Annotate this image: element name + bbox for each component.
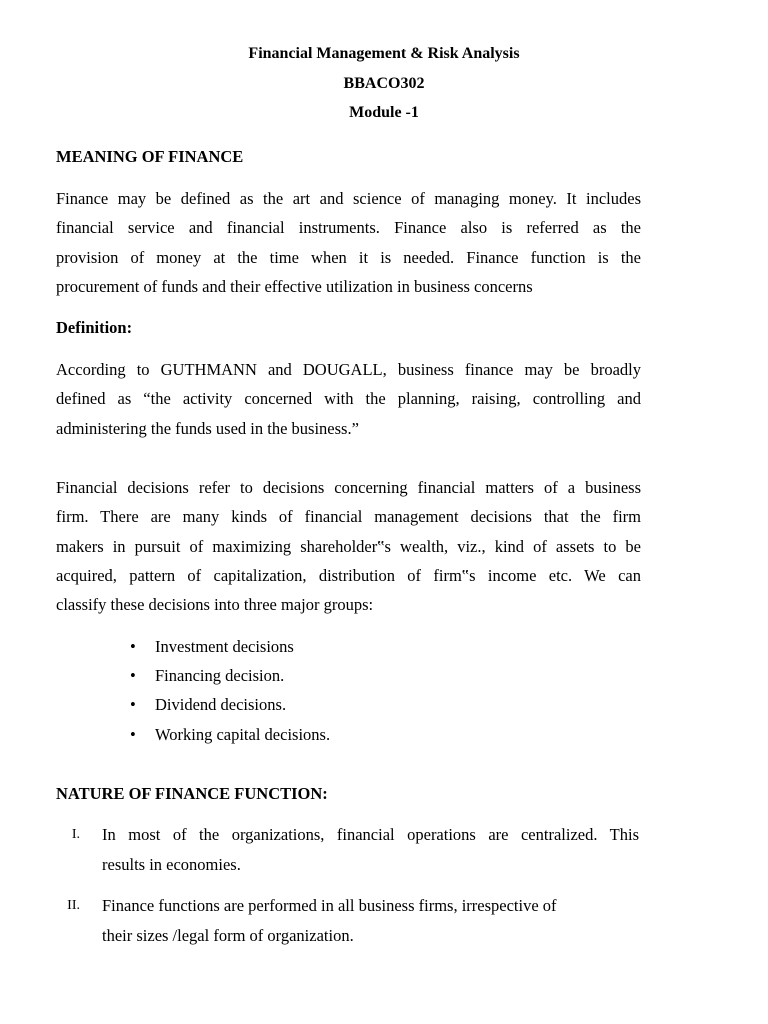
list-item-label: Dividend decisions. — [155, 695, 287, 715]
bullet-icon: • — [130, 724, 136, 744]
definition-line: administering the funds used in the business.” — [56, 418, 359, 438]
list-item — [130, 636, 330, 665]
nature-item-text — [102, 891, 639, 950]
nature-item-text — [102, 820, 639, 879]
list-item-label: Financing decision. — [155, 666, 285, 686]
meaning-line: Finance may be defined as the art and science of managing money. It includes — [56, 189, 641, 208]
nature-line: In most of the organizations, financial operations are centralized. This — [102, 825, 639, 844]
nature-line: Finance functions are performed in all business firms, irrespective of — [102, 896, 557, 915]
decisions-line: classify these decisions into three major groups: — [56, 595, 374, 615]
module-label: Module -1 — [349, 104, 419, 121]
nature-heading: NATURE OF FINANCE FUNCTION: — [56, 784, 328, 803]
decisions-line: acquired, pattern of capitalization, distribution of firm‟s income etc. We can — [56, 565, 641, 585]
nature-line: results in economies. — [102, 854, 241, 874]
roman-numeral: I. — [71, 827, 80, 842]
roman-numeral: II. — [67, 898, 80, 913]
course-code: BBACO302 — [343, 75, 425, 92]
definition-line: According to GUTHMANN and DOUGALL, business finance may be broadly — [56, 360, 641, 379]
list-item — [130, 724, 330, 753]
list-item — [130, 665, 330, 694]
meaning-line: financial service and financial instruments. Finance also is referred as the — [56, 218, 641, 238]
decisions-line: Financial decisions refer to decisions concerning financial matters of a business — [56, 478, 641, 497]
meaning-line: provision of money at the time when it is needed. Finance function is the — [56, 247, 641, 267]
decisions-line: makers in pursuit of maximizing shareholder‟s wealth, viz., kind of assets to be — [56, 536, 641, 556]
meaning-heading: MEANING OF FINANCE — [56, 147, 244, 166]
decisions-paragraph — [56, 473, 641, 619]
bullet-icon: • — [130, 695, 136, 715]
definition-line: defined as “the activity concerned with the planning, raising, controlling and — [56, 389, 641, 409]
bullet-icon: • — [130, 637, 136, 656]
definition-paragraph — [56, 355, 641, 443]
nature-line: their sizes /legal form of organization. — [102, 925, 354, 945]
document-title: Financial Management & Risk Analysis — [248, 45, 520, 62]
decisions-line: firm. There are many kinds of financial management decisions that the firm — [56, 507, 641, 527]
list-item — [130, 694, 330, 723]
list-item-label: Working capital decisions. — [155, 724, 331, 744]
decision-groups-list — [130, 636, 330, 753]
list-item-label: Investment decisions — [155, 637, 294, 656]
meaning-paragraph — [56, 184, 641, 301]
definition-heading: Definition: — [56, 318, 133, 337]
meaning-line: procurement of funds and their effective utilization in business concerns — [56, 276, 533, 296]
bullet-icon: • — [130, 666, 136, 686]
